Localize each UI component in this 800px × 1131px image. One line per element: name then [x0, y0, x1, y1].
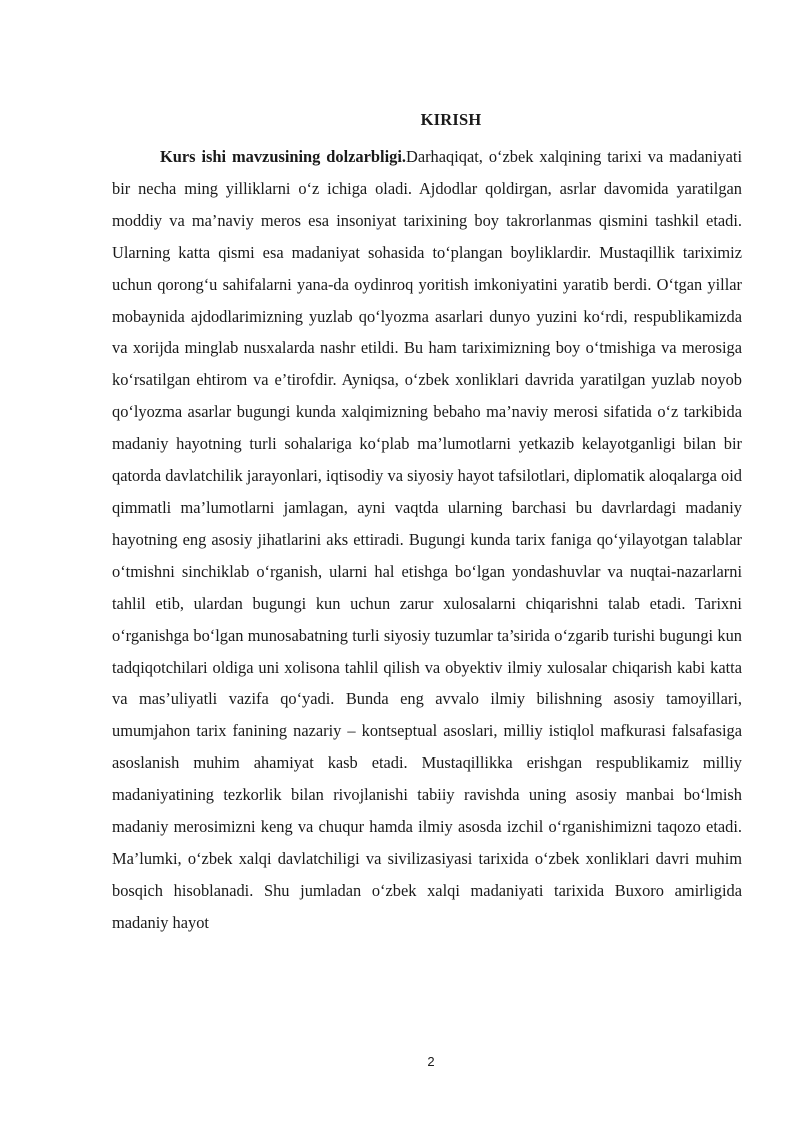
section-heading: KIRISH: [420, 110, 482, 129]
paragraph-body: Darhaqiqat, o‘zbek xalqining tarixi va madaniyati bir necha ming yilliklarni o‘z ichiga oladi. Ajdodlar qoldirgan, asrlar davomida yaratilgan moddiy va ma’naviy meros esa insoniyat tarixining boy takrorlanmas qismini tashkil etadi. Ularning katta qismi esa madaniyat sohasida to‘plangan boyliklardir. Mustaqillik tariximiz uchun qorong‘u sahifalarni yana-da oydinroq yoritish imkoniyatini yaratib berdi. O‘tgan yillar mobaynida ajdodlarimizning yuzlab qo‘lyozma asarlari dunyo yuzini ko‘rdi, respublikamizda va xorijda minglab nusxalarda nashr etildi. Bu ham tariximizning boy o‘tmishiga va merosiga ko‘rsatilgan ehtirom va e’tirofdir. Ayniqsa, o‘zbek xonliklari davrida yaratilgan yuzlab noyob qo‘lyozma asarlar bugungi kunda xalqimizning bebaho ma’naviy merosi sifatida o‘z tarkibida madaniy hayotning turli sohalariga ko‘plab ma’lumotlarni yetkazib kelayotganligi bilan bir qatorda davlatchilik jarayonlari, iqtisodiy va siyosiy hayot tafsilotlari, diplomatik aloqalarga oid qimmatli ma’lumotlarni jamlagan, ayni vaqtda ularning barchasi bu davrlardagi madaniy hayotning eng asosiy jihatlarini aks ettiradi. Bugungi kunda tarix faniga qo‘yilayotgan talablar o‘tmishni sinchiklab o‘rganish, ularni hal etishga bo‘lgan yondashuvlar va nuqtai-nazarlarni tahlil etib, ulardan bugungi kun uchun zarur xulosalarni chiqarishni talab etadi. Tarixni o‘rganishga bo‘lgan munosabatning turli siyosiy tuzumlar ta’sirida o‘zgarib turishi bugungi kun tadqiqotchilari oldiga uni xolisona tahlil qilish va obyektiv ilmiy xulosalar chiqarish kabi katta va mas’uliyatli vazifa qo‘yadi. Bunda eng avvalo ilmiy bilishning asosiy tamoyillari, umumjahon tarix fanining nazariy – kontseptual asoslari, milliy istiqlol mafkurasi falsafasiga asoslanish muhim ahamiyat kasb etadi. Mustaqillikka erishgan respublikamiz milliy madaniyatining tezkorlik bilan rivojlanishi tabiiy ravishda uning asosiy manbai bo‘lmish madaniy merosimizni keng va chuqur hamda ilmiy asosda izchil o‘rganishimizni taqozo etadi. Ma’lumki, o‘zbek xalqi davlatchiligi va sivilizasiyasi tarixida o‘zbek xonliklari davri muhim bosqich hisoblanadi. Shu jumladan o‘zbek xalqi madaniyati tarixida Buxoro amirligida madaniy hayot: [112, 147, 742, 932]
page-number: 2: [427, 1054, 435, 1069]
body-paragraph: [112, 141, 742, 939]
paragraph-lead: Kurs ishi mavzusining dolzarbligi.: [160, 147, 406, 166]
